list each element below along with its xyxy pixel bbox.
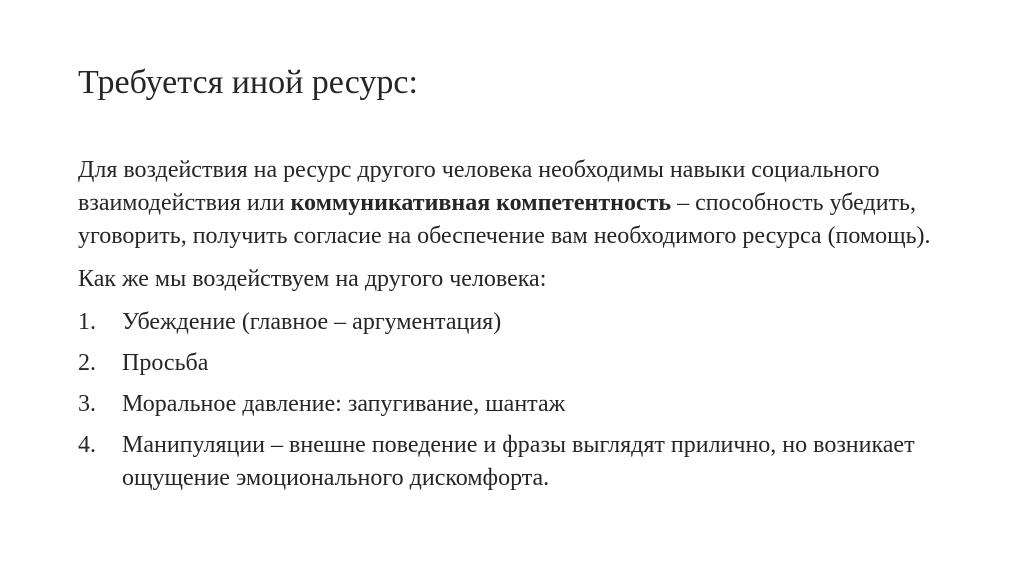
- list-item-text: Просьба: [122, 350, 209, 376]
- list-item-text: Манипуляции – внешне поведение и фразы выглядят прилично, но возникает ощущение эмоционального дискомфорта.: [122, 432, 915, 491]
- slide-body: [78, 154, 978, 503]
- list-item-number: 3.: [78, 391, 96, 417]
- list-item-text: Моральное давление: запугивание, шантаж: [122, 391, 566, 417]
- list-item-number: 2.: [78, 350, 96, 376]
- intro-text-part1: Для воздействия на ресурс другого человека необходимы навыки социального взаимодействия или: [78, 157, 880, 216]
- slide-title: Требуется иной ресурс:: [78, 64, 418, 101]
- list-item: [78, 306, 978, 339]
- intro-text-part2: – способность убедить, уговорить, получить согласие на обеспечение вам необходимого ресурса (помощь).: [78, 190, 931, 249]
- list-item: [78, 347, 978, 380]
- influence-methods-list: [78, 306, 978, 495]
- intro-text-bold: коммуникативная компетентность: [290, 190, 672, 216]
- question-paragraph: Как же мы воздействуем на другого человека:: [78, 266, 547, 292]
- list-item-text: Убеждение (главное – аргументация): [122, 309, 502, 335]
- list-item-number: 4.: [78, 432, 96, 458]
- list-item: [78, 429, 978, 495]
- intro-paragraph: [78, 154, 978, 253]
- list-item-number: 1.: [78, 309, 96, 335]
- list-item: [78, 388, 978, 421]
